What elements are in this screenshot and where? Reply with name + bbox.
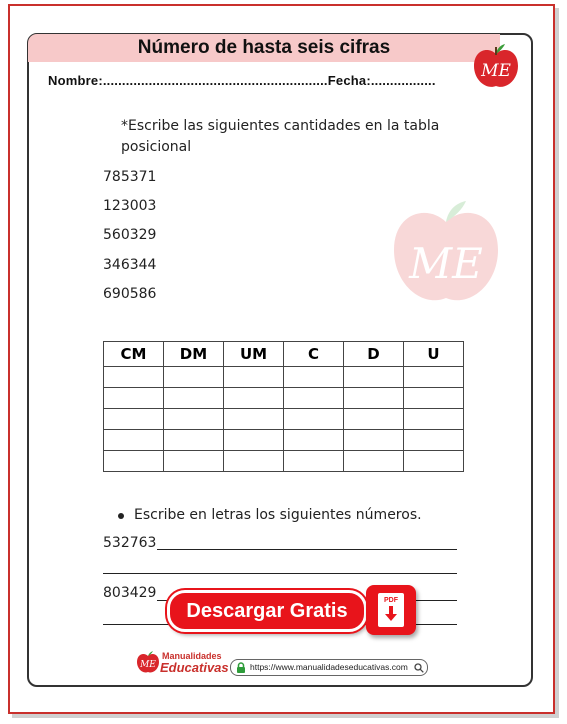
instruction-line-2: posicional xyxy=(121,139,192,155)
pdf-download-button[interactable] xyxy=(366,585,416,635)
arrow-down-icon xyxy=(385,606,397,622)
brand-name-line-2: Educativas xyxy=(160,660,229,675)
logo-text: ME xyxy=(481,61,511,81)
table-row xyxy=(104,451,464,472)
table-row xyxy=(104,430,464,451)
number-item: 785371 xyxy=(103,169,157,185)
number-item: 123003 xyxy=(103,198,157,214)
place-value-table xyxy=(103,341,464,472)
column-header: DM xyxy=(164,342,224,367)
instruction-line-1: *Escribe las siguientes cantidades en la tabla xyxy=(121,118,440,134)
table-row xyxy=(104,409,464,430)
table-row xyxy=(104,367,464,388)
footer-apple-logo-icon xyxy=(136,651,160,675)
table-row xyxy=(104,388,464,409)
column-header: CM xyxy=(104,342,164,367)
apple-logo-icon xyxy=(470,44,522,90)
number-item: 690586 xyxy=(103,286,157,302)
download-free-button[interactable]: Descargar Gratis xyxy=(167,590,367,632)
svg-text:ME: ME xyxy=(140,660,156,670)
website-url-bar[interactable] xyxy=(230,659,428,676)
column-header: C xyxy=(284,342,344,367)
pdf-label: PDF xyxy=(384,597,398,604)
watermark-apple-icon xyxy=(386,200,506,310)
bullet-icon xyxy=(118,513,124,519)
answer-line xyxy=(157,549,457,550)
number-item: 346344 xyxy=(103,257,157,273)
answer-line xyxy=(103,573,457,574)
svg-text:ME: ME xyxy=(409,239,483,288)
number-item: 532763 xyxy=(103,535,157,551)
number-item: 560329 xyxy=(103,227,157,243)
website-url: https://www.manualidadeseducativas.com xyxy=(250,662,408,672)
brand-name-line-1: Manualidades xyxy=(162,651,222,661)
search-icon xyxy=(414,663,424,673)
column-header: D xyxy=(344,342,404,367)
pdf-download-icon xyxy=(378,593,404,627)
column-header: U xyxy=(404,342,464,367)
table-header-row xyxy=(104,342,464,367)
lock-icon xyxy=(236,662,246,673)
instruction-letters: Escribe en letras los siguientes números. xyxy=(134,507,422,523)
number-item: 803429 xyxy=(103,585,157,601)
column-header: UM xyxy=(224,342,284,367)
page-title: Número de hasta seis cifras xyxy=(137,37,391,58)
name-date-line: Nombre:...........................................................Fecha:................. xyxy=(48,73,436,88)
